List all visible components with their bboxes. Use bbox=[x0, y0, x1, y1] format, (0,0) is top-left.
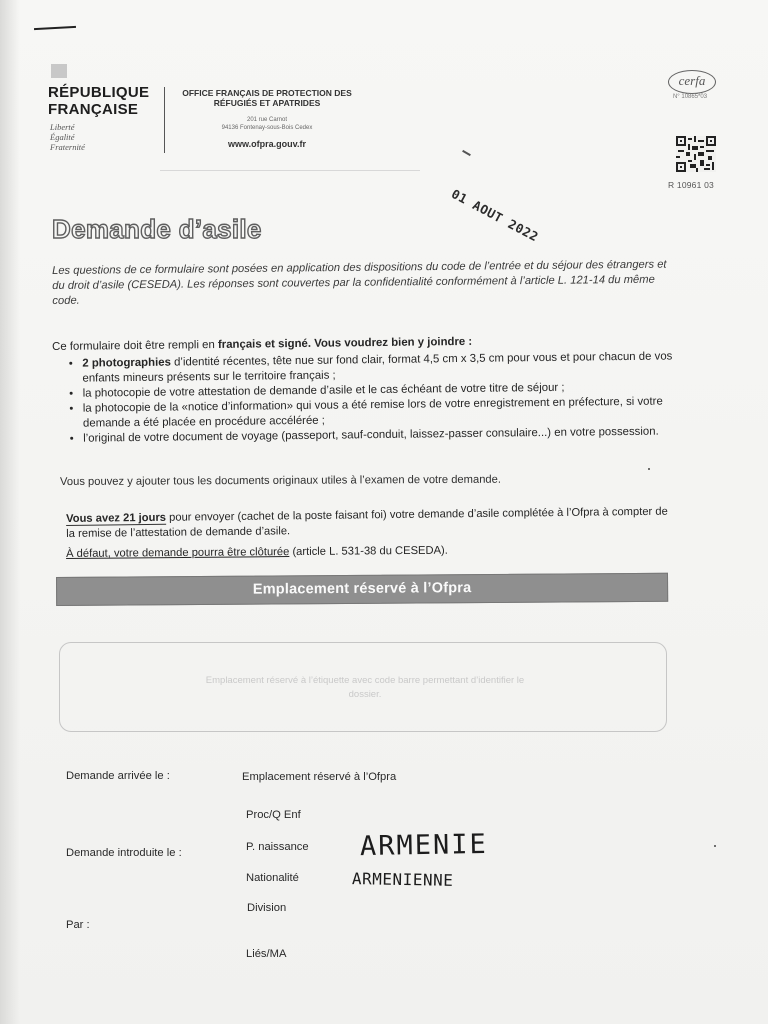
stamp-mark bbox=[462, 150, 471, 156]
instructions-lead-b: français et signé. Vous voudrez bien y joindre : bbox=[217, 335, 473, 351]
list-item-text: la photocopie de votre attestation de demande d’asile et le cas échéant de votre titre de séjour ; bbox=[82, 381, 565, 400]
cerfa-logo bbox=[668, 70, 716, 94]
republic-line-2: FRANÇAISE bbox=[48, 101, 139, 118]
office-address bbox=[170, 116, 364, 132]
attachments-list bbox=[52, 349, 675, 447]
arrival-label: Demande arrivée le : bbox=[66, 770, 170, 782]
document-title: Demande d’asile bbox=[52, 214, 262, 244]
reserved-label: Emplacement réservé à l’Ofpra bbox=[242, 771, 397, 783]
address-line-2: 94136 Fontenay-sous-Bois Cedex bbox=[221, 125, 313, 131]
republique-francaise-title bbox=[48, 84, 149, 118]
list-item-bold: 2 photographies bbox=[82, 356, 171, 370]
nationality-value: ARMENIENNE bbox=[351, 869, 454, 890]
birth-place-label: P. naissance bbox=[246, 841, 309, 853]
by-label: Par : bbox=[66, 919, 90, 931]
closure-rest: (article L. 531-38 du CESEDA). bbox=[289, 544, 448, 559]
motto-liberte: Liberté bbox=[50, 122, 75, 132]
linked-label: Liés/MA bbox=[246, 948, 287, 960]
deadline-bold: Vous avez 21 jours bbox=[66, 511, 167, 525]
header-divider bbox=[164, 87, 165, 153]
reserved-band bbox=[56, 573, 668, 606]
cerfa-number: N° 10865*03 bbox=[672, 94, 708, 100]
intro-paragraph: Les questions de ce formulaire sont posées en application des dispositions du code de l’entrée et du séjour des étrangers et du droit d’asile (CESEDA). Les réponses sont couvertes par la confidentialité conformément à l’article L. 121-14 du même code. bbox=[52, 258, 667, 307]
proc-label: Proc/Q Enf bbox=[246, 809, 301, 821]
website-link: www.ofpra.gouv.fr bbox=[228, 139, 306, 149]
deadline-paragraph bbox=[66, 505, 676, 542]
motto-egalite: Égalité bbox=[50, 132, 75, 142]
instructions-block bbox=[52, 332, 675, 447]
motto-fraternite: Fraternité bbox=[50, 142, 85, 152]
additional-documents-note: Vous pouvez y ajouter tous les documents originaux utiles à l’examen de votre demande. bbox=[60, 473, 501, 488]
reserved-band-label: Emplacement réservé à l’Ofpra bbox=[252, 580, 472, 598]
division-label: Division bbox=[247, 902, 287, 914]
closure-underlined: À défaut, votre demande pourra être clôturée bbox=[66, 546, 290, 560]
office-name: OFFICE FRANÇAIS DE PROTECTION DES RÉFUGIÉS ET APATRIDES bbox=[182, 88, 352, 108]
republic-line-1: RÉPUBLIQUE bbox=[48, 84, 150, 101]
scan-speck bbox=[714, 845, 716, 847]
closure-warning bbox=[66, 545, 448, 560]
scan-shadow-edge bbox=[0, 0, 20, 1024]
nationality-label: Nationalité bbox=[246, 872, 299, 884]
introduced-label: Demande introduite le : bbox=[66, 847, 182, 859]
faint-divider bbox=[160, 170, 420, 171]
date-stamp: 01 AOUT 2022 bbox=[448, 186, 542, 245]
qr-code-icon bbox=[676, 136, 716, 172]
address-line-1: 201 rue Carnot bbox=[246, 117, 288, 123]
pen-mark bbox=[34, 26, 76, 30]
list-item-text: l’original de votre document de voyage (passeport, sauf-conduit, laissez-passer consulaire...) en votre possession. bbox=[83, 425, 659, 445]
instructions-lead-a: Ce formulaire doit être rempli en bbox=[52, 338, 219, 353]
barcode-label-hint: Emplacement réservé à l’étiquette avec code barre permettant d’identifier le dossier. bbox=[205, 675, 525, 700]
list-item-text: la photocopie de la «notice d’information» qui vous a été remise lors de votre enregistrement en préfecture, si votre demande a été placée en procédure accélérée ; bbox=[82, 395, 663, 430]
scan-speck bbox=[648, 468, 650, 470]
marianne-logo-icon bbox=[51, 64, 67, 78]
birth-place-value: ARMENIE bbox=[359, 828, 489, 863]
deadline-text: pour envoyer (cachet de la poste faisant foi) votre demande d’asile complétée à l’Ofpra à compter de la remise de l’attestation de demande d’asile. bbox=[66, 505, 668, 540]
cerfa-logo-text: cerfa bbox=[678, 73, 706, 88]
form-reference: R 10961 03 bbox=[668, 180, 714, 190]
list-item-text: d’identité récentes, tête nue sur fond clair, format 4,5 cm x 3,5 cm pour vous et pour chacun de vos enfants mineurs présents sur le territoire français ; bbox=[82, 350, 673, 385]
republic-motto bbox=[50, 122, 85, 152]
